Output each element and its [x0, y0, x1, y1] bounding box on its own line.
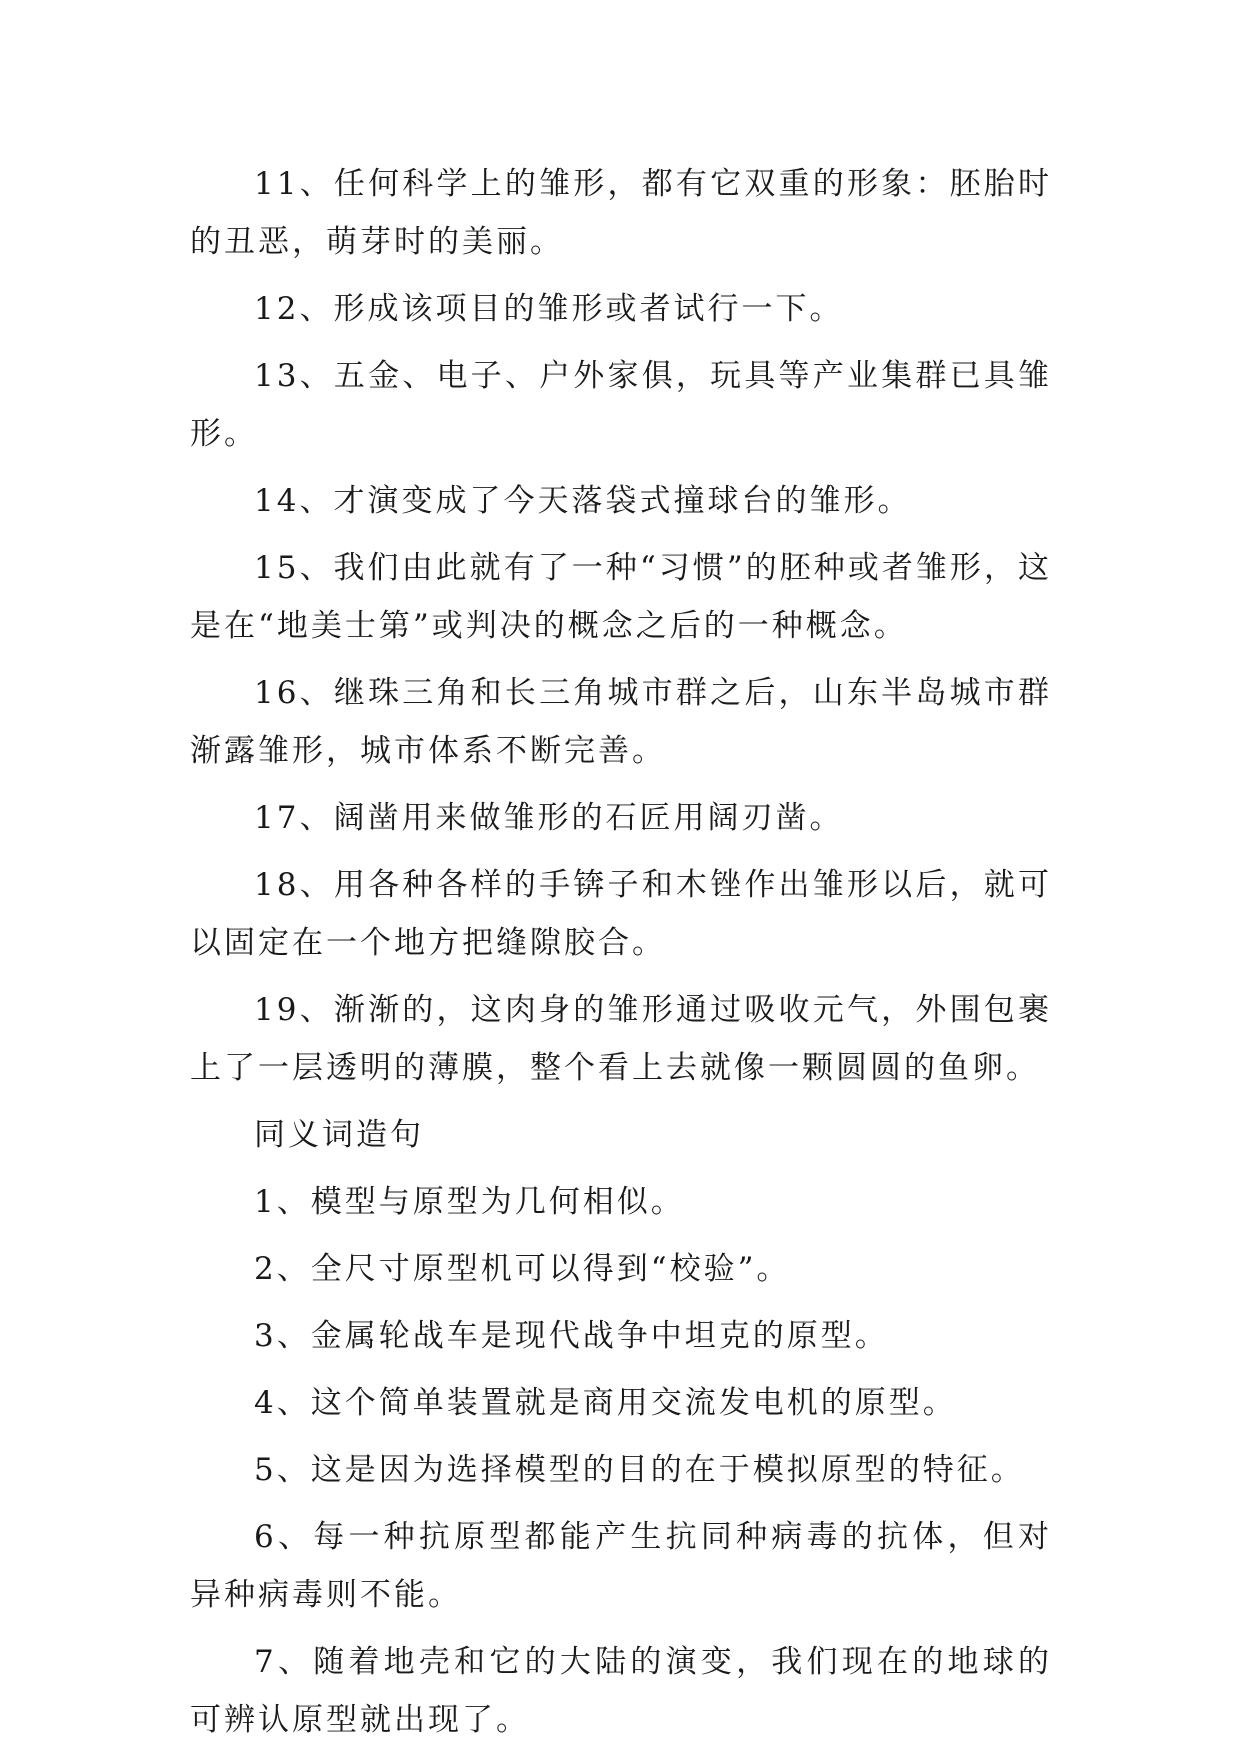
paragraph-11: 11、任何科学上的雏形，都有它双重的形象：胚胎时的丑恶，萌芽时的美丽。 — [190, 166, 1052, 260]
paragraph-18: 18、用各种各样的手锛子和木锉作出雏形以后，就可以固定在一个地方把缝隙胶合。 — [190, 867, 1052, 961]
section-heading: 同义词造句 — [254, 1117, 424, 1153]
paragraph-2: 2、全尺寸原型机可以得到“校验”。 — [254, 1251, 791, 1287]
paragraph-19: 19、渐渐的，这肉身的雏形通过吸收元气，外围包裹上了一层透明的薄膜，整个看上去就像一颗圆圆的鱼卵。 — [190, 992, 1052, 1086]
paragraph-1: 1、模型与原型为几何相似。 — [254, 1184, 685, 1220]
paragraph-14: 14、才演变成了今天落袋式撞球台的雏形。 — [254, 483, 912, 519]
paragraph-12: 12、形成该项目的雏形或者试行一下。 — [254, 291, 844, 327]
paragraph-4: 4、这个简单装置就是商用交流发电机的原型。 — [254, 1385, 957, 1421]
paragraph-15: 15、我们由此就有了一种“习惯”的胚种或者雏形，这是在“地美士第”或判决的概念之后的一种概念。 — [190, 550, 1052, 644]
paragraph-5: 5、这是因为选择模型的目的在于模拟原型的特征。 — [254, 1452, 1025, 1488]
paragraph-3: 3、金属轮战车是现代战争中坦克的原型。 — [254, 1318, 889, 1354]
document-body — [190, 155, 1052, 1758]
paragraph-17: 17、阔凿用来做雏形的石匠用阔刃凿。 — [254, 800, 844, 836]
paragraph-7: 7、随着地壳和它的大陆的演变，我们现在的地球的可辨认原型就出现了。 — [190, 1644, 1052, 1738]
paragraph-6: 6、每一种抗原型都能产生抗同种病毒的抗体，但对异种病毒则不能。 — [190, 1519, 1052, 1613]
paragraph-13: 13、五金、电子、户外家俱，玩具等产业集群已具雏形。 — [190, 358, 1052, 452]
paragraph-16: 16、继珠三角和长三角城市群之后，山东半岛城市群渐露雏形，城市体系不断完善。 — [190, 675, 1052, 769]
